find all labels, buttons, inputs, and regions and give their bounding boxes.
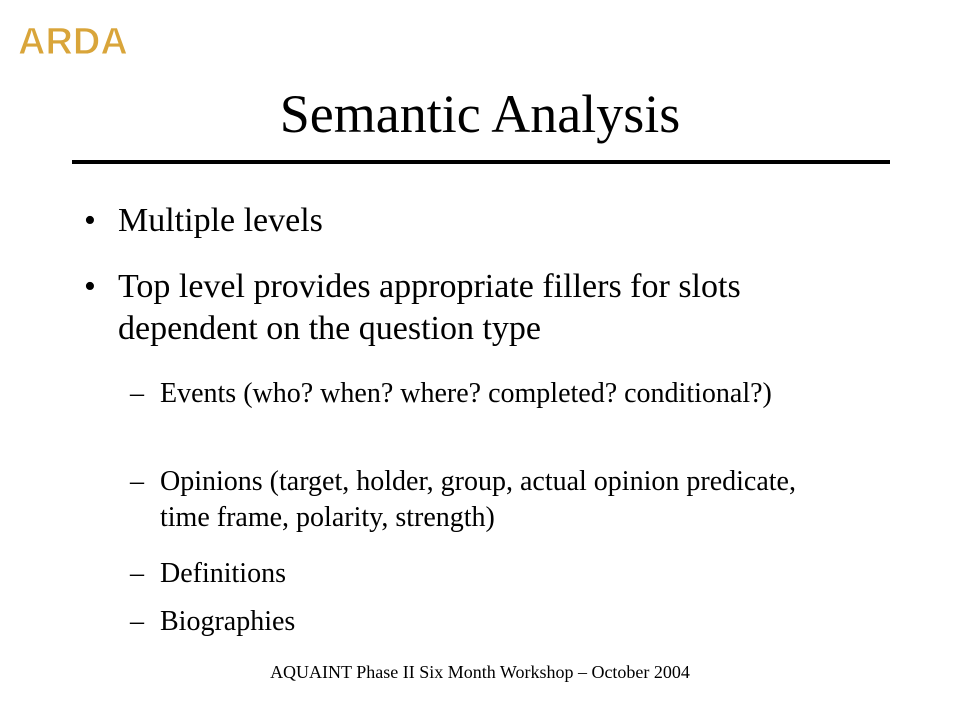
bullet-text: Top level provides appropriate fillers for slots dependent on the question type [118,268,741,347]
sub-bullet-text: Opinions (target, holder, group, actual opinion predicate, time frame, polarity, strength) [160,466,796,533]
sub-bullet-item [130,464,850,536]
slide-footer: AQUAINT Phase II Six Month Workshop – October 2004 [270,662,690,682]
bullet-marker: • [84,202,96,239]
sub-bullet-item [130,604,850,640]
sub-bullet-marker: – [130,466,144,497]
sub-bullet-text: Biographies [160,606,296,637]
bullet-item [84,200,864,242]
sub-bullet-item [130,556,850,592]
slide-title: Semantic Analysis [279,84,681,144]
arda-logo [14,18,144,62]
bullet-text: Multiple levels [118,202,323,239]
arda-logo-graphic [14,18,144,62]
sub-bullet-text: Definitions [160,558,286,589]
arda-logo-text: ARDA [18,21,128,62]
sub-bullet-marker: – [130,606,144,637]
title-divider [72,160,890,164]
bullet-marker: • [84,268,96,305]
sub-bullet-item [130,376,850,412]
sub-bullet-text: Events (who? when? where? completed? conditional?) [160,378,772,409]
bullet-item [84,266,864,350]
sub-bullet-marker: – [130,558,144,589]
sub-bullet-marker: – [130,378,144,409]
